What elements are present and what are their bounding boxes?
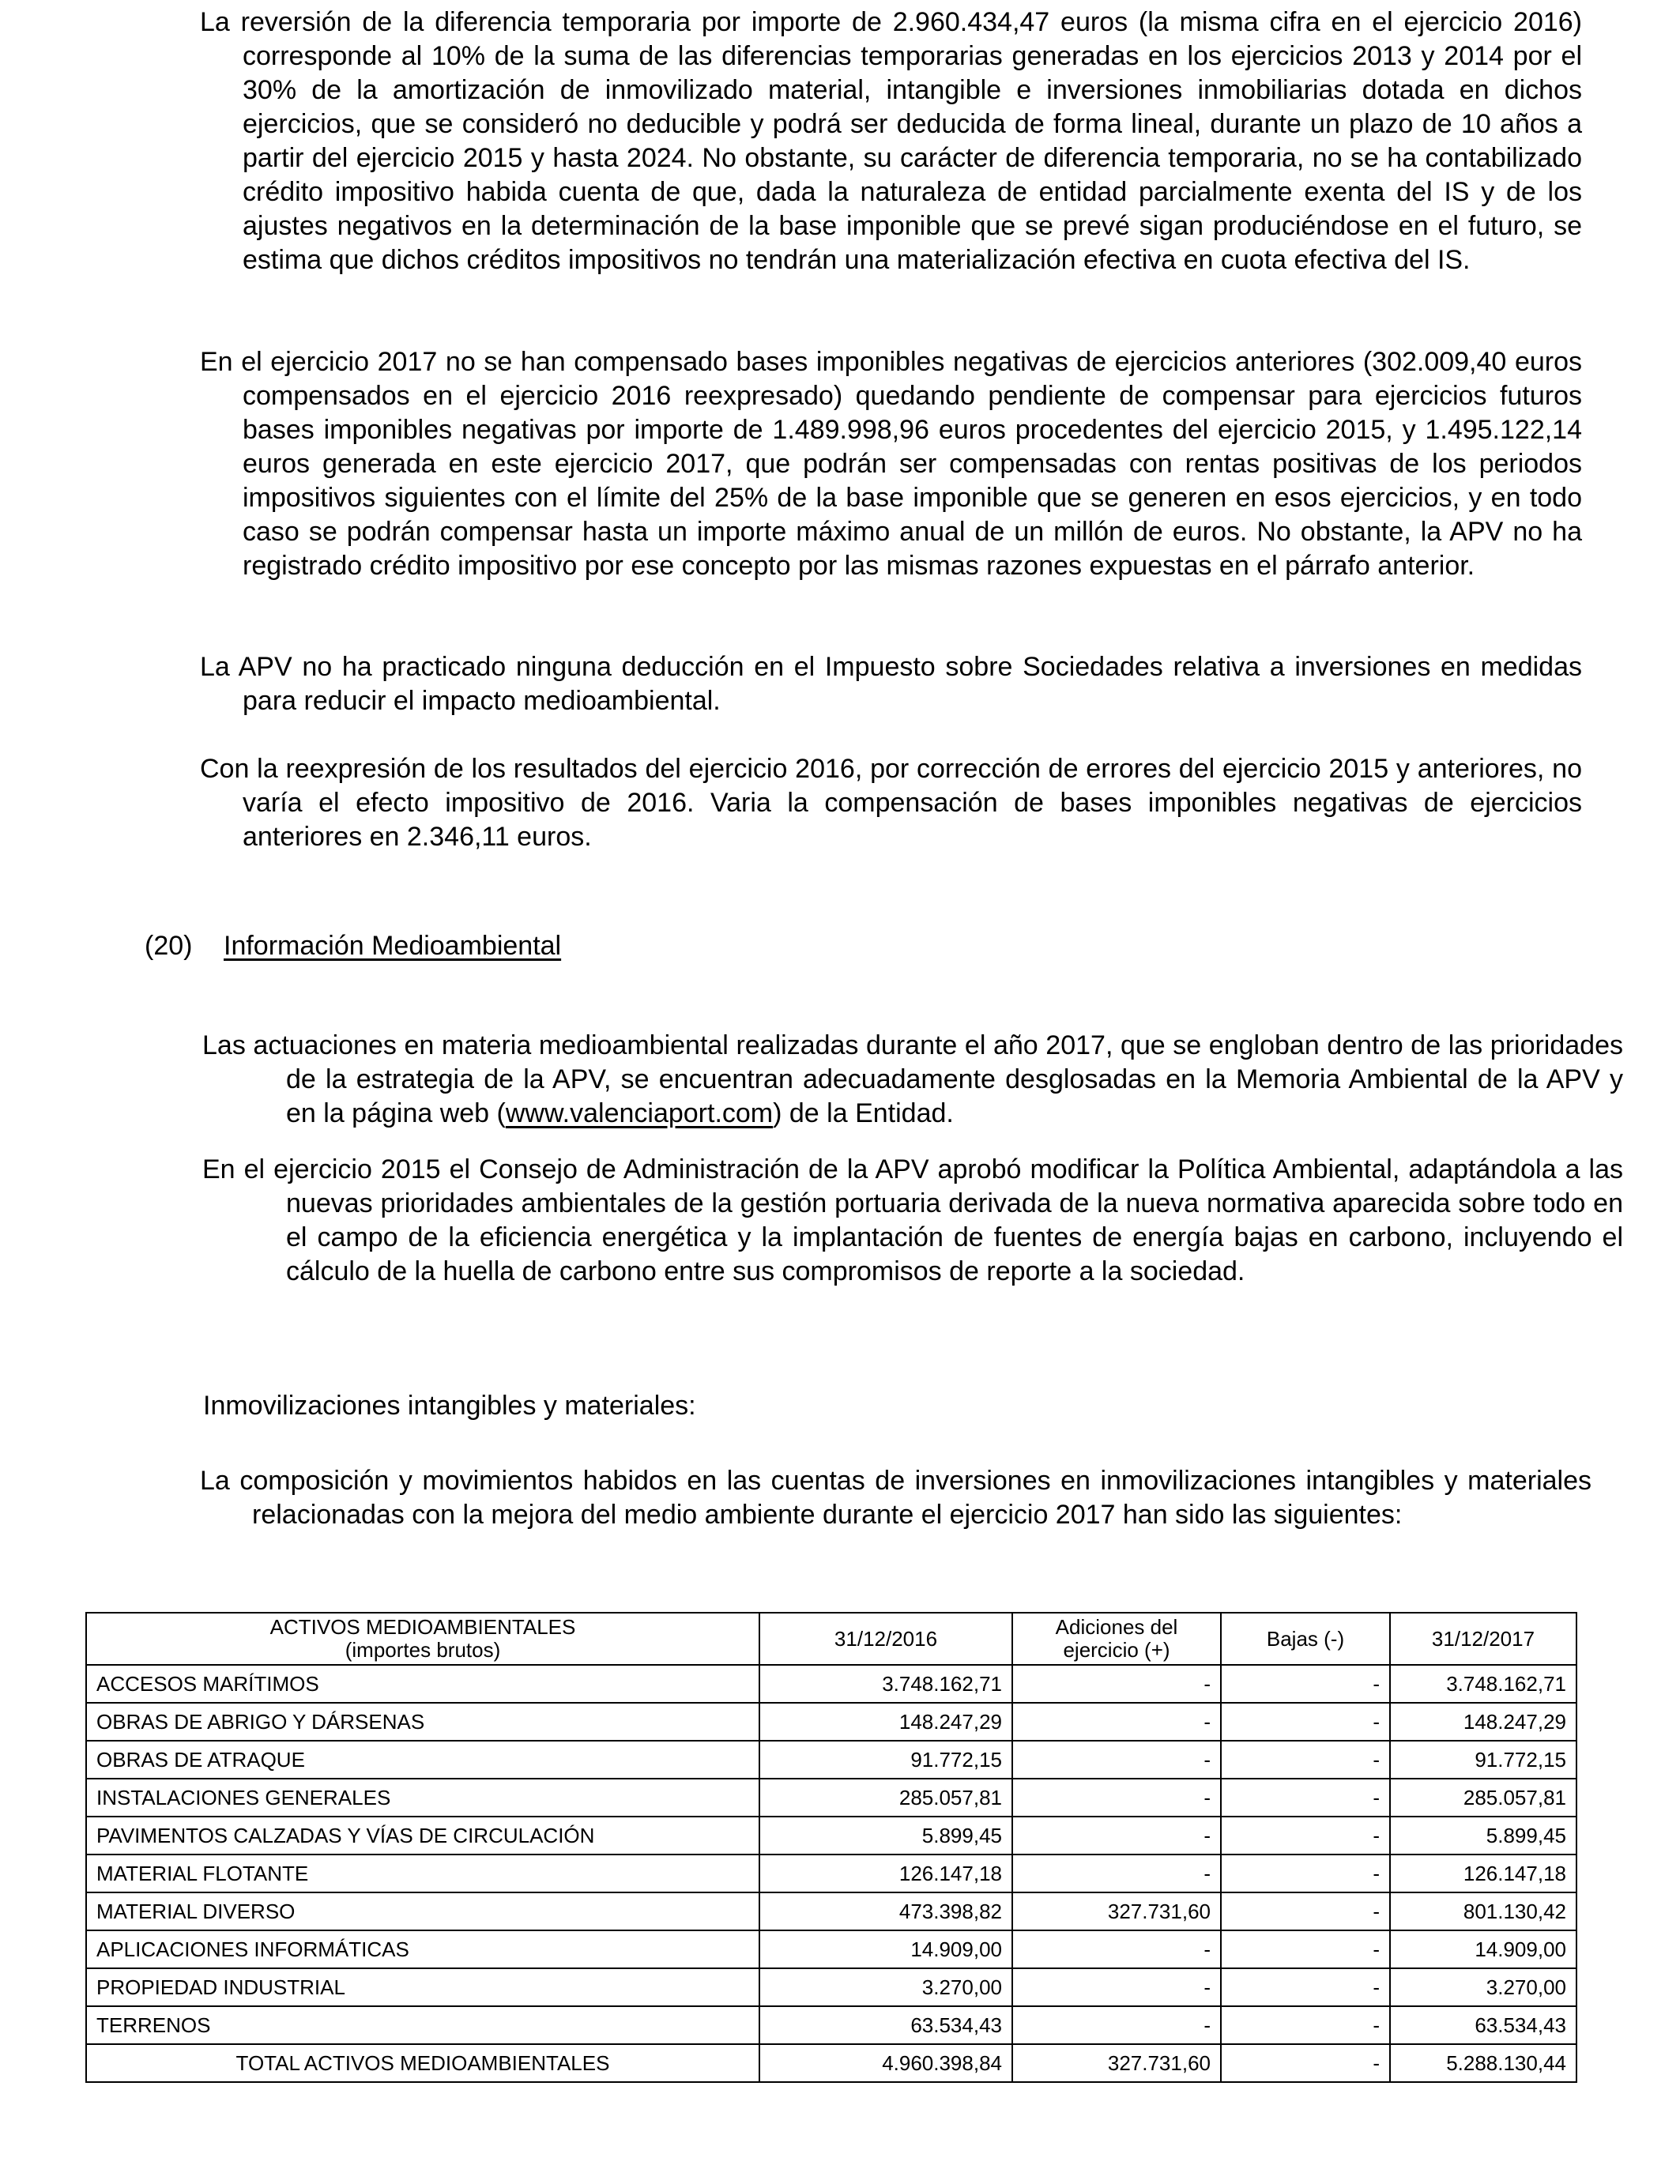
row-start: 3.270,00 [759,1968,1012,2006]
row-label: PROPIEDAD INDUSTRIAL [86,1968,759,2006]
row-disposals: - [1221,1779,1390,1817]
row-disposals: - [1221,1817,1390,1855]
row-additions: - [1012,1855,1221,1892]
total-label: TOTAL ACTIVOS MEDIOAMBIENTALES [86,2044,759,2082]
row-disposals: - [1221,1665,1390,1703]
row-start: 14.909,00 [759,1930,1012,1968]
row-label: PAVIMENTOS CALZADAS Y VÍAS DE CIRCULACIÓN [86,1817,759,1855]
row-label: MATERIAL DIVERSO [86,1892,759,1930]
header-start-balance: 31/12/2016 [759,1613,1012,1665]
header-disposals: Bajas (-) [1221,1613,1390,1665]
row-end: 91.772,15 [1390,1741,1576,1779]
paragraph-no-deduction: La APV no ha practicado ninguna deducción en el Impuesto sobre Sociedades relativa a inversiones en medidas para reducir el impacto medioambiental. [200,652,1582,716]
row-disposals: - [1221,1703,1390,1741]
website-link[interactable]: www.valenciaport.com [505,1098,774,1128]
section-title: Información Medioambiental [224,931,562,961]
table-row [86,1665,1576,1703]
section-number: (20) [145,931,193,961]
row-additions: - [1012,1703,1221,1741]
header-assets: ACTIVOS MEDIOAMBIENTALES (importes brutos) [86,1613,759,1665]
row-additions: - [1012,2006,1221,2044]
row-start: 473.398,82 [759,1892,1012,1930]
row-start: 126.147,18 [759,1855,1012,1892]
row-additions: 327.731,60 [1012,1892,1221,1930]
row-end: 285.057,81 [1390,1779,1576,1817]
table-row [86,1968,1576,2006]
row-label: OBRAS DE ATRAQUE [86,1741,759,1779]
row-label: ACCESOS MARÍTIMOS [86,1665,759,1703]
row-end: 148.247,29 [1390,1703,1576,1741]
row-end: 3.270,00 [1390,1968,1576,2006]
row-end: 3.748.162,71 [1390,1665,1576,1703]
row-additions: - [1012,1665,1221,1703]
table-row [86,1703,1576,1741]
row-start: 3.748.162,71 [759,1665,1012,1703]
row-start: 63.534,43 [759,2006,1012,2044]
paragraph-environmental-policy: En el ejercicio 2015 el Consejo de Administración de la APV aprobó modificar la Política Ambiental, adaptándola a las nuevas prioridades ambientales de la gestión portuaria derivada de la nueva normativa aparecida sobre todo en el campo de la eficiencia energética y la implantación de fuentes de energía bajas en carbono, incluyendo el cálculo de la huella de carbono entre sus compromisos de reporte a la sociedad. [202,1154,1623,1286]
row-disposals: - [1221,1741,1390,1779]
row-end: 14.909,00 [1390,1930,1576,1968]
total-additions: 327.731,60 [1012,2044,1221,2082]
row-label: INSTALACIONES GENERALES [86,1779,759,1817]
row-disposals: - [1221,1968,1390,2006]
environmental-actions-text-end: ) de la Entidad. [773,1098,954,1128]
table-row [86,1855,1576,1892]
header-end-balance: 31/12/2017 [1390,1613,1576,1665]
total-end: 5.288.130,44 [1390,2044,1576,2082]
subheading-fixed-assets: Inmovilizaciones intangibles y materiales: [203,1391,696,1421]
row-start: 5.899,45 [759,1817,1012,1855]
table-row [86,1930,1576,1968]
row-end: 126.147,18 [1390,1855,1576,1892]
row-label: MATERIAL FLOTANTE [86,1855,759,1892]
table-total-row [86,2044,1576,2082]
environmental-actions-text: Las actuaciones en materia medioambiental realizadas durante el año 2017, que se engloban dentro de las prioridades de la estrategia de la APV, se encuentran adecuadamente desglosadas en la Memoria Ambiental de la APV y en la página web ( [202,1030,1623,1128]
header-additions: Adiciones del ejercicio (+) [1012,1613,1221,1665]
row-disposals: - [1221,2006,1390,2044]
row-start: 285.057,81 [759,1779,1012,1817]
row-end: 801.130,42 [1390,1892,1576,1930]
row-additions: - [1012,1968,1221,2006]
table-row [86,1741,1576,1779]
paragraph-deferred-tax-reversal: La reversión de la diferencia temporaria por importe de 2.960.434,47 euros (la misma cifra en el ejercicio 2016) corresponde al 10% de la suma de las diferencias temporarias generadas en los ejercicios 2013 y 2014 por el 30% de la amortización de inmovilizado material, intangible e inversiones inmobiliarias dotada en dichos ejercicios, que se consideró no deducible y podrá ser deducida de forma lineal, durante un plazo de 10 años a partir del ejercicio 2015 y hasta 2024. No obstante, su carácter de diferencia temporaria, no se ha contabilizado crédito impositivo habida cuenta de que, dada la naturaleza de entidad parcialmente exenta del IS y de los ajustes negativos en la determinación de la base imponible que se prevé sigan produciéndose en el futuro, se estima que dichos créditos impositivos no tendrán una materialización efectiva en cuota efectiva del IS. [200,7,1582,275]
row-label: TERRENOS [86,2006,759,2044]
row-disposals: - [1221,1855,1390,1892]
row-additions: - [1012,1741,1221,1779]
paragraph-environmental-actions [202,1029,1623,1131]
total-start: 4.960.398,84 [759,2044,1012,2082]
table-row [86,1892,1576,1930]
row-label: OBRAS DE ABRIGO Y DÁRSENAS [86,1703,759,1741]
environmental-assets-table [85,1612,1577,2083]
paragraph-restatement: Con la reexpresión de los resultados del ejercicio 2016, por corrección de errores del ejercicio 2015 y anteriores, no varía el efecto impositivo de 2016. Varia la compensación de bases imponibles negativas de ejercicios anteriores en 2.346,11 euros. [200,754,1582,852]
paragraph-table-intro: La composición y movimientos habidos en las cuentas de inversiones en inmovilizaciones intangibles y materiales relacionadas con la mejora del medio ambiente durante el ejercicio 2017 han sido las siguientes: [200,1466,1591,1530]
row-additions: - [1012,1779,1221,1817]
row-start: 91.772,15 [759,1741,1012,1779]
table-header-row [86,1613,1576,1665]
table-row [86,1817,1576,1855]
row-additions: - [1012,1930,1221,1968]
section-heading [145,929,561,963]
row-additions: - [1012,1817,1221,1855]
row-disposals: - [1221,1930,1390,1968]
row-end: 5.899,45 [1390,1817,1576,1855]
row-disposals: - [1221,1892,1390,1930]
table-row [86,1779,1576,1817]
total-disposals: - [1221,2044,1390,2082]
row-end: 63.534,43 [1390,2006,1576,2044]
row-start: 148.247,29 [759,1703,1012,1741]
table-row [86,2006,1576,2044]
row-label: APLICACIONES INFORMÁTICAS [86,1930,759,1968]
paragraph-negative-tax-bases: En el ejercicio 2017 no se han compensado bases imponibles negativas de ejercicios anteriores (302.009,40 euros compensados en el ejercicio 2016 reexpresado) quedando pendiente de compensar para ejercicios futuros bases imponibles negativas por importe de 1.489.998,96 euros procedentes del ejercicio 2015, y 1.495.122,14 euros generada en este ejercicio 2017, que podrán ser compensadas con rentas positivas de los periodos impositivos siguientes con el límite del 25% de la base imponible que se generen en esos ejercicios, y en todo caso se podrán compensar hasta un importe máximo anual de un millón de euros. No obstante, la APV no ha registrado crédito impositivo por ese concepto por las mismas razones expuestas en el párrafo anterior. [200,347,1582,581]
